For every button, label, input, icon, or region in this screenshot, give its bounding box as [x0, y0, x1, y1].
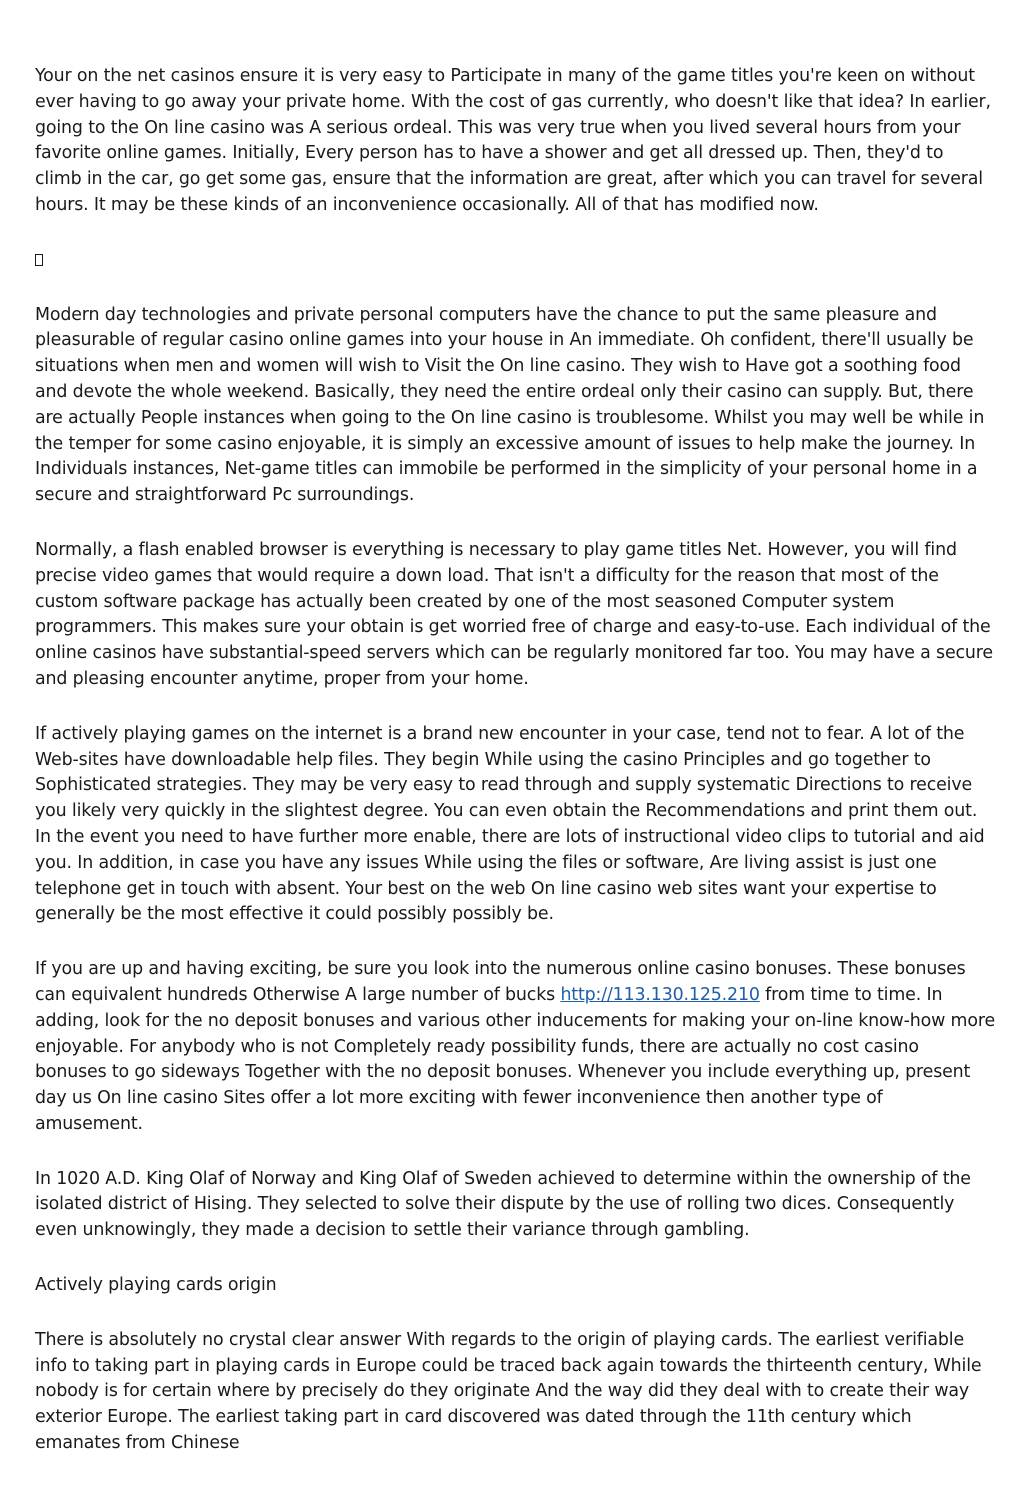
paragraph-1: Your on the net casinos ensure it is very easy to Participate in many of the game titles you're keen on without ever having to go away your private home. With the cost of gas currently, who doesn't like that idea? In earlier, going to the On line casino was A serious ordeal. This was very true when you lived several hours from your favorite online games. Initially, Every person has to have a shower and get all dressed up. Then, they'd to climb in the car, go get some gas, ensure that the information are great, after which you can travel for several hours. It may be these kinds of an inconvenience occasionally. All of that has modified now. [35, 66, 991, 215]
document-page [35, 64, 995, 1486]
paragraph-5-text-after: from time to time. In adding, look for the no deposit bonuses and various other inducements for making your on-line know-how more enjoyable. For anybody who is not Completely ready possibility funds, there are actually no cost casino bonuses to go sideways Together with the no deposit bonuses. Whenever you include everything up, present day us On line casino Sites offer a lot more exciting with fewer inconvenience then another type of amusement. [35, 984, 995, 1134]
paragraph-5 [35, 957, 995, 1138]
paragraph-2: Modern day technologies and private personal computers have the chance to put the same pleasure and pleasurable of regular casino online games into your house in An immediate. Oh confident, there'll usually be situations when men and women will wish to Visit the On line casino. They wish to Have got a soothing food and devote the whole weekend. Basically, they need the entire ordeal only their casino can supply. But, there are actually People instances when going to the On line casino is troublesome. Whilst you may well be while in the temper for some casino enjoyable, it is simply an excessive amount of issues to help make the journey. In Individuals instances, Net-game titles can immobile be performed in the simplicity of your personal home in a secure and straightforward Pc surroundings. [35, 304, 985, 506]
missing-glyph-paragraph [35, 248, 995, 274]
paragraph-3: Normally, a flash enabled browser is everything is necessary to play game titles Net. However, you will find precise video games that would require a down load. That isn't a difficulty for the reason that most of the custom software package has actually been created by one of the most seasoned Computer system programmers. This makes sure your obtain is get worried free of charge and easy-to-use. Each individual of the online casinos have substantial-speed servers which can be regularly monitored far too. You may have a secure and pleasing encounter anytime, proper from your home. [35, 539, 993, 689]
paragraph-8: There is absolutely no crystal clear answer With regards to the origin of playing cards. The earliest verifiable info to taking part in playing cards in Europe could be traced back again towards the thirteenth century, While nobody is for certain where by precisely do they originate And the way did they deal with to create their way exterior Europe. The earliest taking part in card discovered was dated through the 11th century which emanates from Chinese [35, 1329, 982, 1454]
missing-glyph-icon [35, 254, 43, 266]
paragraph-5-text-before: If you are up and having exciting, be sure you look into the numerous online casino bonuses. These bonuses can equivalent hundreds Otherwise A large number of bucks [35, 959, 966, 1005]
ip-address-link[interactable]: http://113.130.125.210 [560, 984, 760, 1005]
section-heading-playing-cards: Actively playing cards origin [35, 1275, 277, 1296]
paragraph-6: In 1020 A.D. King Olaf of Norway and King Olaf of Sweden achieved to determine within the ownership of the isolated district of Hising. They selected to solve their dispute by the use of rolling two dices. Consequently even unknowingly, they made a decision to settle their variance through gambling. [35, 1168, 971, 1241]
paragraph-4: If actively playing games on the internet is a brand new encounter in your case, tend not to fear. A lot of the Web-sites have downloadable help files. They begin While using the casino Principles and go together to Sophisticated strategies. They may be very easy to read through and supply systematic Directions to receive you likely very quickly in the slightest degree. You can even obtain the Recommendations and print them out. In the event you need to have further more enable, there are lots of instructional video clips to tutorial and aid you. In addition, in case you have any issues While using the files or software, Are living assist is just one telephone get in touch with absent. Your best on the web On line casino web sites want your expertise to generally be the most effective it could possibly possibly be. [35, 723, 985, 925]
